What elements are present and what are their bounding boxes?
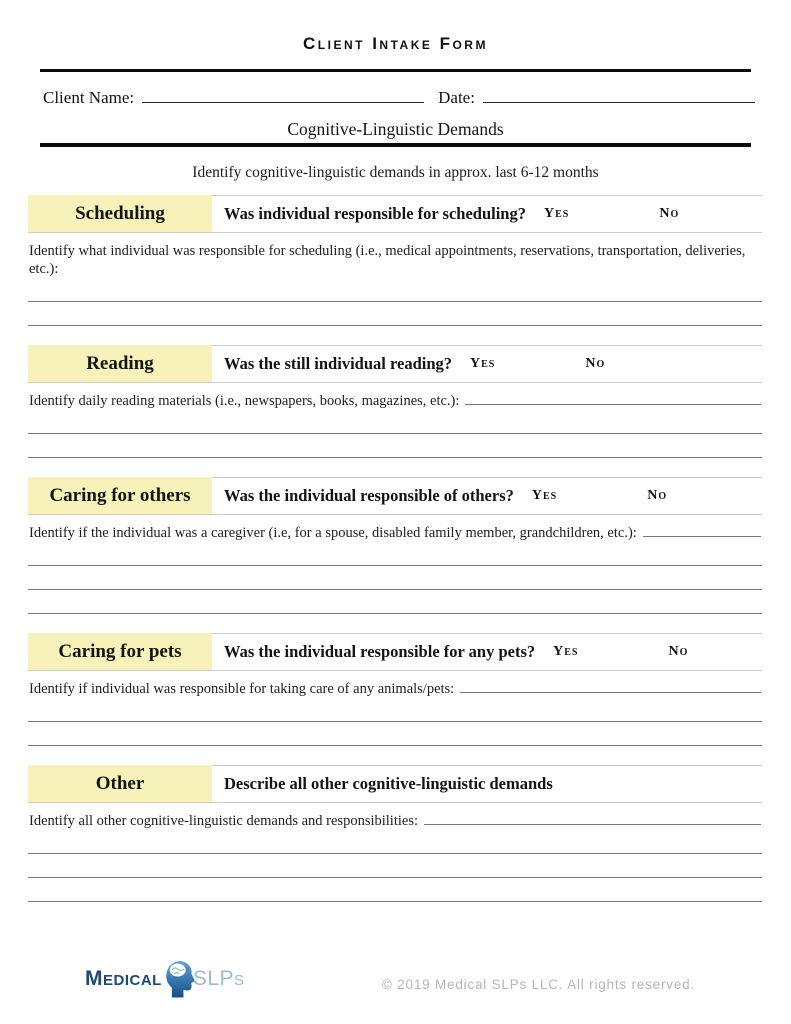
- section-label: Caring for others: [28, 477, 212, 514]
- sections: [28, 195, 762, 902]
- copyright-text: © 2019 Medical SLPs LLC. All rights reserved.: [381, 977, 695, 992]
- date-input[interactable]: [483, 87, 755, 103]
- section-question-area: [212, 765, 762, 802]
- prompt-text: Identify if the individual was a caregiver (i.e, for a spouse, disabled family member, grandchildren, etc.):: [29, 525, 637, 541]
- section-label: Other: [28, 765, 212, 802]
- answer-lines: [28, 542, 762, 614]
- divider: [40, 69, 751, 72]
- answer-line[interactable]: [28, 566, 762, 590]
- logo-text-medical: Medical: [85, 966, 162, 990]
- no-option[interactable]: No: [659, 206, 680, 221]
- prompt-text: Identify daily reading materials (i.e., newspapers, books, magazines, etc.):: [29, 393, 460, 409]
- prompt-answer-line[interactable]: [424, 812, 761, 825]
- answer-lines: [28, 278, 762, 326]
- section-header-row: [28, 765, 762, 803]
- yes-option[interactable]: Yes: [470, 356, 496, 371]
- prompt-answer-line[interactable]: [460, 680, 761, 693]
- section-question-area: [212, 195, 762, 232]
- answer-line[interactable]: [28, 878, 762, 902]
- no-option[interactable]: No: [585, 356, 606, 371]
- section-prompt-row: [28, 392, 762, 410]
- section-header-row: [28, 195, 762, 233]
- prompt-text: Identify what individual was responsible for scheduling (i.e., medical appointments, reservations, transportation, deliveries, etc.):: [29, 243, 746, 277]
- section-prompt-row: [28, 242, 762, 278]
- answer-line[interactable]: [28, 302, 762, 326]
- no-option[interactable]: No: [647, 488, 668, 503]
- section-header-row: [28, 633, 762, 671]
- answer-lines: [28, 830, 762, 902]
- page-footer: [85, 958, 695, 998]
- section-question-area: [212, 477, 762, 514]
- answer-lines: [28, 410, 762, 458]
- prompt-answer-line[interactable]: [643, 524, 761, 537]
- section-label: Reading: [28, 345, 212, 382]
- section-question: Describe all other cognitive-linguistic demands: [224, 774, 553, 793]
- form-section: [28, 195, 762, 326]
- prompt-text: Identify if individual was responsible for taking care of any animals/pets:: [29, 681, 455, 697]
- prompt-text: Identify all other cognitive-linguistic demands and responsibilities:: [29, 813, 419, 829]
- yes-option[interactable]: Yes: [543, 206, 570, 221]
- answer-line[interactable]: [28, 722, 762, 746]
- section-label: Scheduling: [28, 195, 212, 232]
- answer-line[interactable]: [28, 542, 762, 566]
- no-option[interactable]: No: [668, 644, 689, 659]
- section-question-area: [212, 633, 762, 670]
- answer-line[interactable]: [28, 590, 762, 614]
- answer-lines: [28, 698, 762, 746]
- answer-line[interactable]: [28, 698, 762, 722]
- section-heading: Cognitive-Linguistic Demands: [287, 119, 504, 139]
- yes-option[interactable]: Yes: [553, 644, 579, 659]
- logo-text-slps: SLPs: [192, 966, 245, 990]
- answer-line[interactable]: [28, 410, 762, 434]
- section-question: Was individual responsible for scheduling?: [224, 204, 526, 223]
- form-section: [28, 345, 762, 458]
- medical-slps-logo: [85, 958, 245, 998]
- yes-option[interactable]: Yes: [531, 488, 558, 503]
- client-name-input[interactable]: [142, 87, 424, 103]
- section-prompt-row: [28, 524, 762, 542]
- section-question-area: [212, 345, 762, 382]
- section-question: Was the individual responsible of others?: [224, 486, 514, 505]
- date-label: Date:: [438, 88, 475, 107]
- section-header-row: [28, 345, 762, 383]
- section-prompt-row: [28, 680, 762, 698]
- name-date-row: [43, 87, 755, 109]
- answer-line[interactable]: [28, 278, 762, 302]
- page-title: Client Intake Form: [303, 34, 488, 53]
- form-section: [28, 477, 762, 614]
- answer-line[interactable]: [28, 434, 762, 458]
- section-prompt-row: [28, 812, 762, 830]
- answer-line[interactable]: [28, 830, 762, 854]
- section-question: Was the individual responsible for any pets?: [224, 642, 536, 661]
- form-section: [28, 633, 762, 746]
- divider: [40, 143, 751, 147]
- head-brain-icon: [163, 958, 195, 998]
- section-question: Was the still individual reading?: [224, 354, 453, 373]
- form-section: [28, 765, 762, 902]
- answer-line[interactable]: [28, 854, 762, 878]
- instruction-text: Identify cognitive-linguistic demands in approx. last 6-12 months: [192, 164, 599, 181]
- section-header-row: [28, 477, 762, 515]
- client-name-label: Client Name:: [43, 88, 135, 107]
- prompt-answer-line[interactable]: [465, 392, 761, 405]
- section-label: Caring for pets: [28, 633, 212, 670]
